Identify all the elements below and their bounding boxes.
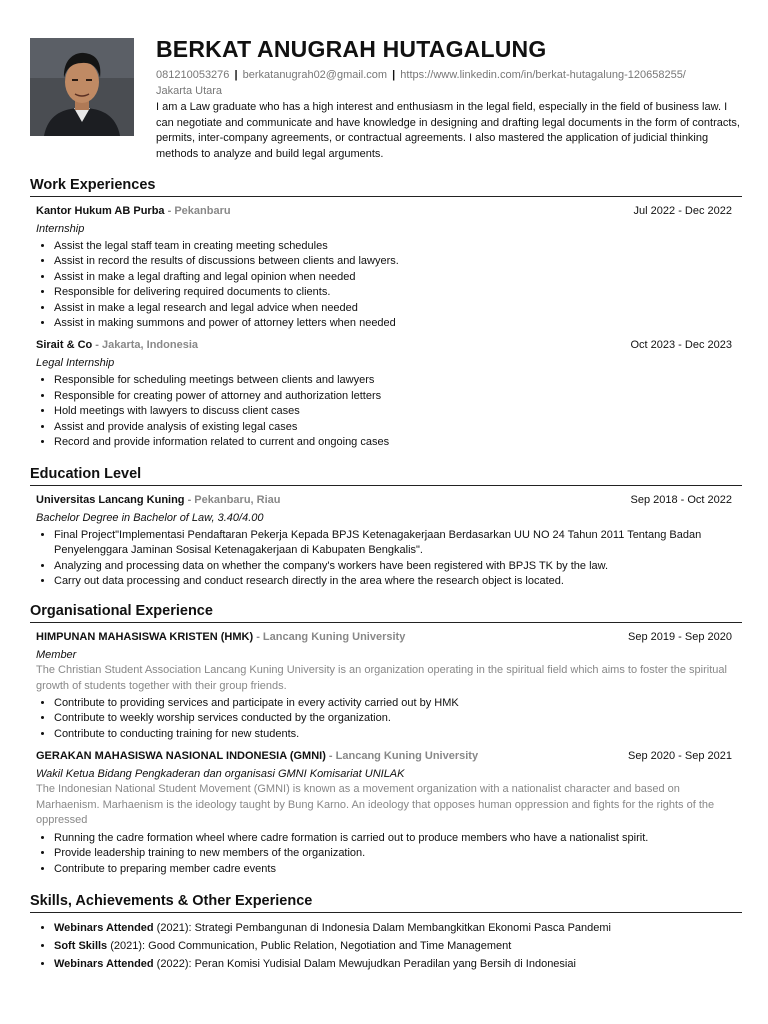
list-item xyxy=(54,919,742,937)
skill-text: (2022): Peran Komisi Yudisial Dalam Mewujudkan Peradilan yang Bersih di Indonesiai xyxy=(153,958,576,970)
activities-list xyxy=(36,696,732,742)
skill-label: Webinars Attended xyxy=(54,958,154,970)
list-item xyxy=(54,955,742,973)
list-item: • Contribute to providing services and participate in every activity carried out by HMK xyxy=(54,696,732,711)
phone-number: 081210053276 xyxy=(156,69,230,81)
list-item: • Assist and provide analysis of existing legal cases xyxy=(54,420,732,435)
list-item: • Provide leadership training to new members of the organization. xyxy=(54,846,732,861)
list-item: • Responsible for scheduling meetings between clients and lawyers xyxy=(54,373,732,388)
section-title: Education Level xyxy=(30,466,742,486)
skills-section xyxy=(30,893,742,973)
profile-summary: I am a Law graduate who has a high interest and enthusiasm in the legal field, especially in the field of business law. I can negotiate and communicate and have knowledge in designing and drafting legal documents in the form of contracts, permits, inter-company agreements, or contractual agreements. I also mastered the application of judicial thinking methods to analyze and build legal arguments. xyxy=(156,101,740,160)
list-item: • Assist the legal staff team in creating meeting schedules xyxy=(54,239,732,254)
education-section xyxy=(30,466,742,590)
separator: | xyxy=(392,69,396,81)
list-item: • Analyzing and processing data on whether the company's workers have been registered with BPJS TK by the law. xyxy=(54,559,732,574)
section-title: Work Experiences xyxy=(30,177,742,197)
organisation-section xyxy=(30,603,742,877)
list-item: • Running the cadre formation wheel where cadre formation is carried out to produce members who have a nationalist spirit. xyxy=(54,831,732,846)
org-location: - Pekanbaru xyxy=(164,205,231,217)
separator: | xyxy=(234,69,238,81)
skill-label: Soft Skills xyxy=(54,940,108,952)
org-role: Wakil Ketua Bidang Pengkaderan dan organisasi GMNI Komisariat UNILAK xyxy=(36,768,405,781)
work-entry xyxy=(36,205,732,331)
org-location: - Lancang Kuning University xyxy=(253,631,406,643)
date-range: Oct 2023 - Dec 2023 xyxy=(630,339,732,352)
education-list xyxy=(36,528,732,590)
org-name: Kantor Hukum AB Purba xyxy=(36,205,165,217)
skill-text: (2021): Good Communication, Public Relation, Negotiation and Time Management xyxy=(107,940,512,952)
skills-list xyxy=(30,919,742,973)
contact-info xyxy=(156,67,736,99)
date-range: Sep 2019 - Sep 2020 xyxy=(628,631,732,643)
list-item xyxy=(54,937,742,955)
list-item: • Responsible for creating power of attorney and authorization letters xyxy=(54,389,732,404)
list-item: • Assist in record the results of discussions between clients and lawyers. xyxy=(54,254,732,269)
duties-list xyxy=(36,239,732,331)
education-entry xyxy=(36,494,732,590)
org-name: Universitas Lancang Kuning xyxy=(36,494,185,506)
org-description: The Christian Student Association Lancang Kuning University is an organization operating in the spiritual field which aims to foster the spiritual growth of students together with their group friends. xyxy=(36,664,727,692)
date-range: Jul 2022 - Dec 2022 xyxy=(633,205,732,217)
list-item: • Carry out data processing and conduct research directly in the area where the research object is located. xyxy=(54,574,732,589)
list-item: • Hold meetings with lawyers to discuss client cases xyxy=(54,404,732,419)
org-name: HIMPUNAN MAHASISWA KRISTEN (HMK) xyxy=(36,631,254,643)
work-section xyxy=(30,177,742,450)
org-location: - Pekanbaru, Riau xyxy=(184,494,281,506)
linkedin-link[interactable]: https://www.linkedin.com/in/berkat-hutagalung-120658255/ xyxy=(400,69,686,81)
duties-list xyxy=(36,373,732,450)
person-portrait-icon xyxy=(30,38,134,136)
date-range: Sep 2020 - Sep 2021 xyxy=(628,750,732,763)
degree: Bachelor Degree in Bachelor of Law, 3.40/4.00 xyxy=(36,512,264,524)
candidate-name: BERKAT ANUGRAH HUTAGALUNG xyxy=(156,36,547,62)
list-item: • Contribute to weekly worship services conducted by the organization. xyxy=(54,711,732,726)
section-title: Skills, Achievements & Other Experience xyxy=(30,893,742,913)
org-location: - Lancang Kuning University xyxy=(325,750,479,763)
skill-text: (2021): Strategi Pembangunan di Indonesia Dalam Membangkitkan Ekonomi Pasca Pandemi xyxy=(153,922,611,934)
job-role: Legal Internship xyxy=(36,357,115,370)
list-item: • Assist in make a legal research and legal advice when needed xyxy=(54,301,732,316)
list-item: • Responsible for delivering required documents to clients. xyxy=(54,285,732,300)
email-link[interactable]: berkatanugrah02@gmail.com xyxy=(242,69,388,81)
activities-list xyxy=(36,831,732,877)
date-range: Sep 2018 - Oct 2022 xyxy=(630,494,732,506)
section-title: Organisational Experience xyxy=(30,603,742,623)
organisation-entry xyxy=(36,631,732,742)
skill-label: Webinars Attended xyxy=(54,922,154,934)
profile-photo xyxy=(30,38,134,136)
list-item: • Assist in making summons and power of attorney letters when needed xyxy=(54,316,732,331)
org-description: The Indonesian National Student Movement (GMNI) is known as a movement organization with a nationalist character and based on Marhaenism. Marhaenism is the ideology taught by Bung Karno. An ideology that opposes human oppression and fights for the rights of the oppressed xyxy=(36,783,715,827)
list-item: • Assist in make a legal drafting and legal opinion when needed xyxy=(54,270,732,285)
organisation-entry xyxy=(36,750,732,877)
org-name: Sirait & Co xyxy=(36,339,93,352)
list-item: • Final Project"Implementasi Pendaftaran Pekerja Kepada BPJS Ketenagakerjaan Berdasarkan UU NO 24 Tahun 2011 Tentang Badan Penyelenggara Jaminan Sosisal Ketenagakerjaan di Kabupaten Bengkalis". xyxy=(54,528,732,559)
work-entry xyxy=(36,339,732,450)
job-role: Internship xyxy=(36,223,85,235)
org-location: - Jakarta, Indonesia xyxy=(92,339,198,352)
org-name: GERAKAN MAHASISWA NASIONAL INDONESIA (GMNI) xyxy=(36,750,326,763)
org-role: Member xyxy=(36,649,77,661)
list-item: • Contribute to conducting training for new students. xyxy=(54,727,732,742)
location: Jakarta Utara xyxy=(156,85,223,97)
list-item: • Contribute to preparing member cadre events xyxy=(54,862,732,877)
list-item: • Record and provide information related to current and ongoing cases xyxy=(54,435,732,450)
